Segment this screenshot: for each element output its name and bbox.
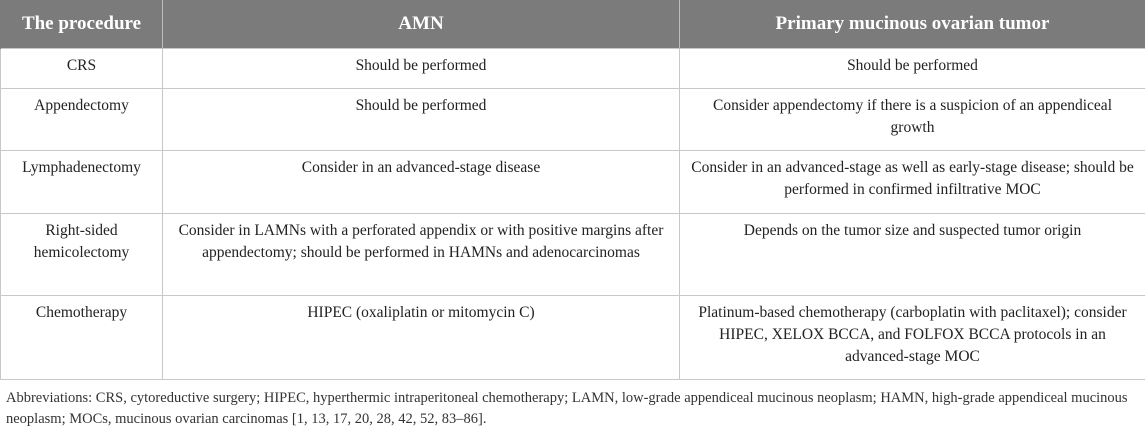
cell-procedure: CRS — [1, 49, 163, 89]
header-row — [1, 0, 1145, 49]
header-procedure: The procedure — [1, 0, 163, 49]
header-ovarian-tumor: Primary mucinous ovarian tumor — [680, 0, 1145, 49]
table-header — [1, 0, 1145, 49]
table-row — [1, 89, 1145, 151]
cell-amn: Consider in LAMNs with a perforated appendix or with positive margins after appendectomy; should be performed in HAMNs and adenocarcinomas — [163, 214, 680, 296]
cell-amn: HIPEC (oxaliplatin or mitomycin C) — [163, 296, 680, 380]
cell-amn: Should be performed — [163, 89, 680, 151]
abbreviations-footnote: Abbreviations: CRS, cytoreductive surgery; HIPEC, hyperthermic intraperitoneal chemotherapy; LAMN, low-grade appendiceal mucinous neoplasm; HAMN, high-grade appendiceal mucinous neoplasm; MOCs, mucinous ovarian carcinomas [1, 13, 17, 20, 28, 42, 52, 83–86]. — [0, 380, 1142, 430]
cell-procedure: Lymphadenectomy — [1, 151, 163, 214]
table-row — [1, 151, 1145, 214]
cell-procedure: Right-sided hemicolectomy — [1, 214, 163, 296]
cell-amn: Consider in an advanced-stage disease — [163, 151, 680, 214]
table-row — [1, 49, 1145, 89]
cell-procedure: Chemotherapy — [1, 296, 163, 380]
table-row — [1, 214, 1145, 296]
cell-ovarian: Should be performed — [680, 49, 1145, 89]
cell-ovarian: Consider appendectomy if there is a suspicion of an appendiceal growth — [680, 89, 1145, 151]
cell-procedure: Appendectomy — [1, 89, 163, 151]
cell-ovarian: Depends on the tumor size and suspected tumor origin — [680, 214, 1145, 296]
table-body — [1, 49, 1145, 380]
table-row — [1, 296, 1145, 380]
cell-ovarian: Platinum-based chemotherapy (carboplatin with paclitaxel); consider HIPEC, XELOX BCCA, and FOLFOX BCCA protocols in an advanced-stage MOC — [680, 296, 1145, 380]
cell-ovarian: Consider in an advanced-stage as well as early-stage disease; should be performed in confirmed infiltrative MOC — [680, 151, 1145, 214]
cell-amn: Should be performed — [163, 49, 680, 89]
header-amn: AMN — [163, 0, 680, 49]
